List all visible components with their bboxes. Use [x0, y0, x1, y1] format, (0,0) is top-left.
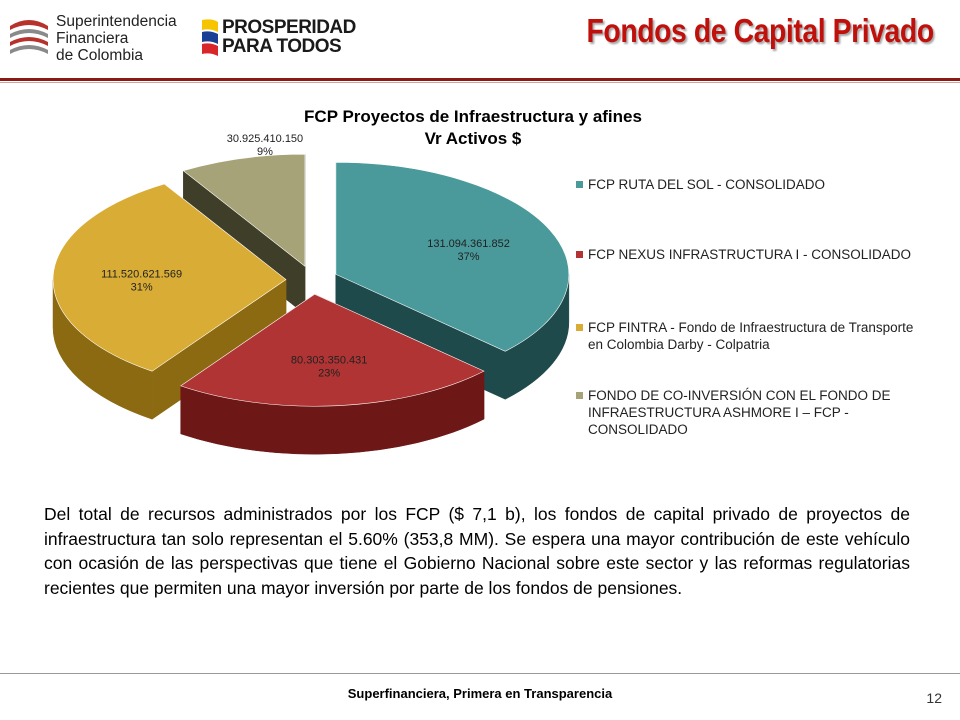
legend-swatch [576, 324, 583, 331]
data-label-value: 80.303.350.431 [290, 354, 368, 367]
legend-label: FCP RUTA DEL SOL - CONSOLIDADO [588, 177, 826, 192]
data-label-value: 131.094.361.852 [427, 237, 510, 250]
data-label-percent: 9% [256, 146, 273, 159]
chart-title-line-1: FCP Proyectos de Infraestructura y afines [304, 107, 642, 126]
page-title: Fondos de Capital Privado [586, 12, 934, 49]
legend-swatch [576, 251, 583, 258]
legend-label: FCP NEXUS INFRASTRUCTURA I - CONSOLIDADO [588, 247, 912, 262]
data-label-value: 111.520.621.569 [101, 268, 183, 281]
legend-label: FONDO DE CO-INVERSIÓN CON EL FONDO DE INFRAESTRUCTURA ASHMORE I – FCP - CONSOLIDADO [588, 388, 891, 437]
data-label-value: 30.925.410.150 [226, 133, 304, 146]
page-number: 12 [926, 690, 942, 706]
footer-divider [0, 673, 960, 674]
campaign-line-2: PARA TODOS [222, 36, 342, 57]
footer-tagline: Superfinanciera, Primera en Transparencia [347, 686, 613, 701]
data-label-percent: 23% [318, 367, 341, 380]
legend-label: FCP FINTRA - Fondo de Infraestructura de Transporte en Colombia Darby - Colpatria [588, 320, 914, 352]
chart-title-line-2: Vr Activos $ [424, 129, 522, 148]
data-label-percent: 31% [130, 281, 153, 294]
legend-swatch [576, 181, 583, 188]
summary-paragraph: Del total de recursos administrados por los FCP ($ 7,1 b), los fondos de capital privado de proyectos de infraestructura tan solo representan el 5.60% (353,8 MM). Se espera una mayor contribución de este vehículo con ocasión de las perspectivas que tiene el Gobierno Nacional sobre este sector y las reformas regulatorias recientes que permiten una mayor inversión por parte de los fondos de pensiones. [44, 504, 910, 598]
legend-swatch [576, 392, 583, 399]
org-name: Superintendencia Financiera de Colombia [56, 13, 177, 64]
campaign-line-1: PROSPERIDAD [222, 17, 356, 38]
data-label-percent: 37% [457, 250, 480, 263]
